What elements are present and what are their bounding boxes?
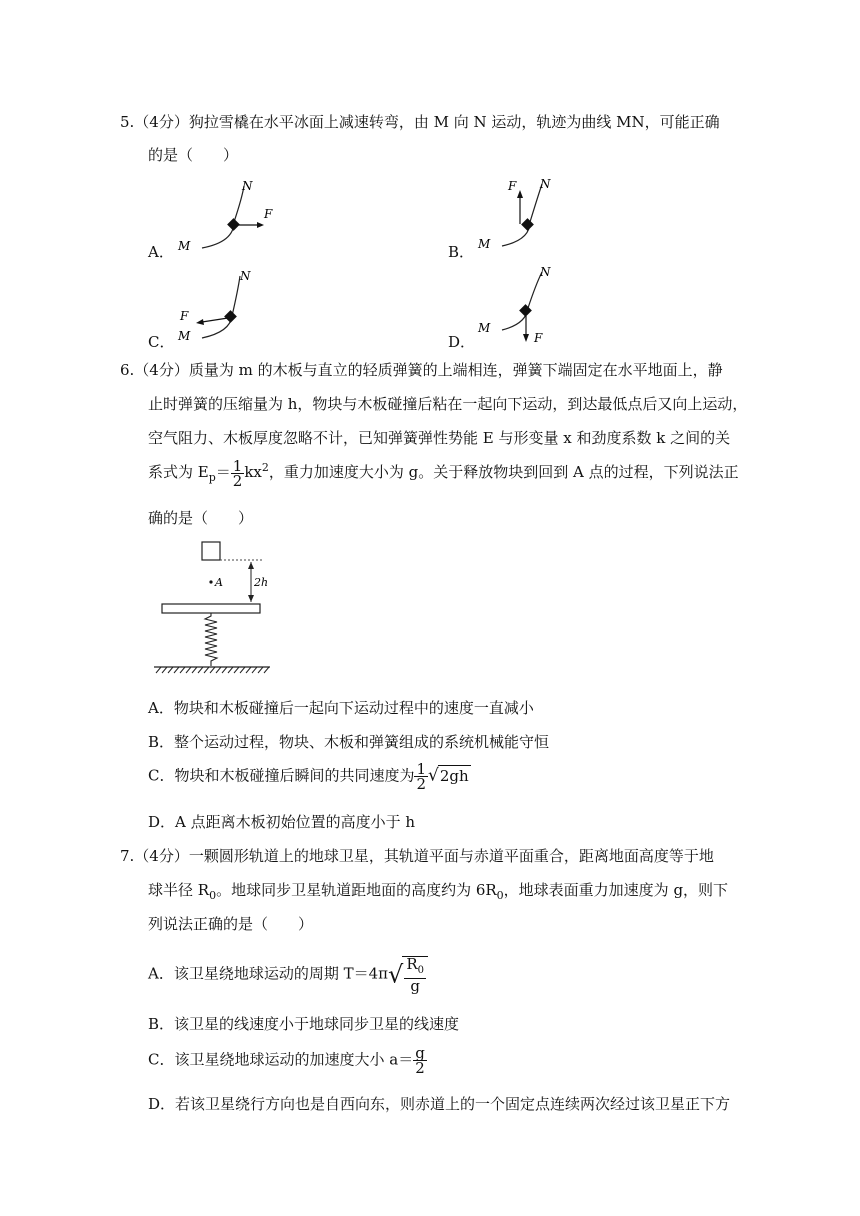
block [202,542,220,560]
q7-optc-num: g [415,1044,425,1062]
q6-stem4-post: ，重力加速度大小为 g。关于释放物块到回到 A 点的过程，下列说法正 [268,463,739,481]
dimension-label: 2h [254,576,269,589]
q6-stem-line4 [148,458,739,488]
sled-block [521,218,534,231]
point-a-dot [209,580,212,583]
q5-stem-line2: 的是（ ） [148,146,239,164]
q5-stem-line1: 5.（4分）狗拉雪橇在水平冰面上减速转弯，由 M 向 N 运动，轨迹为曲线 MN，可能正确 [120,113,720,131]
q7-stem-line1: 7.（4分）一颗圆形轨道上的地球卫星，其轨道平面与赤道平面重合，距离地面高度等于地 [120,847,714,865]
q7-stem2-post: ，地球表面重力加速度为 g，则下 [503,881,729,899]
q6-option-d: D．A 点距离木板初始位置的高度小于 h [148,813,416,831]
q5-option-c-figure [172,266,282,350]
sled-block [519,304,532,317]
q7-stem-line2 [148,880,728,906]
q7-stem2-mid: 。地球同步卫星轨道距地面的高度约为 6R [216,881,497,899]
q7-stem2-sub: 0 [209,889,217,902]
label-m: M [178,329,191,343]
q5-option-b-label: B． [448,243,475,261]
q7-option-c [148,1046,427,1075]
q6-stem4-kx: kx [244,463,262,481]
q7-opta-num: R [406,955,418,973]
sled-block [224,310,237,323]
q7-option-d: D．若该卫星绕行方向也是自西向东，则赤道上的一个固定点连续两次经过该卫星正下方 [148,1095,731,1113]
label-m: M [478,237,491,251]
q5-option-d-figure [472,262,582,348]
label-n: N [540,177,551,191]
q6-option-a: A．物块和木板碰撞后一起向下运动过程中的速度一直减小 [148,699,534,717]
q7-option-b: B．该卫星的线速度小于地球同步卫星的线速度 [148,1015,460,1033]
q7-option-a: A．该卫星绕地球运动的周期 T＝4π√ $\frac{R_0}{g}$ [148,956,428,993]
q7-stem-line3: 列说法正确的是（ ） [148,915,314,933]
q5-option-a-figure [172,178,282,258]
q6-stem-line1: 6.（4分）质量为 m 的木板与直立的轻质弹簧的上端相连，弹簧下端固定在水平地面上，静 [120,361,723,379]
q7-opta-den: g [410,977,420,995]
q5-option-b-figure [472,174,582,258]
trajectory-curve [202,276,240,338]
q6-optc-pre: C．物块和木板碰撞后瞬间的共同速度为 [148,766,415,785]
q6-option-b: B．整个运动过程，物块、木板和弹簧组成的系统机械能守恒 [148,733,550,751]
q6-stem-line5: 确的是（ ） [148,509,254,527]
q6-option-c: C．物块和木板碰撞后瞬间的共同速度为 $\frac{1}{2}$ √2gh [148,760,469,793]
q7-stem2-sub2: 0 [496,889,504,902]
q6-stem4-den: 2 [232,471,243,490]
q6-spring-figure [148,536,278,676]
q5-option-d-label: D． [448,333,476,351]
q5-option-c-label: C． [148,333,175,351]
label-m: M [478,321,491,335]
spring [205,613,217,666]
label-n: N [540,265,551,279]
q7-optc-den: 2 [415,1059,425,1077]
q6-optc-sqrt: 2gh [439,766,469,785]
q6-stem4-sup: 2 [261,461,269,474]
wooden-board [162,604,260,613]
q6-stem-line2: 止时弹簧的压缩量为 h，物块与木板碰撞后粘在一起向下运动，到达最低点后又向上运动， [148,395,748,413]
q6-optc-num: 1 [416,760,427,778]
trajectory-curve [502,184,542,246]
q7-stem2-pre: 球半径 R [148,881,210,899]
trajectory-curve [202,186,244,248]
label-f: F [508,179,517,193]
q6-stem4-num: 1 [232,456,243,475]
q7-opta-fraction [402,956,428,993]
q6-stem4-eq: ＝ [215,463,231,481]
q7-optc-pre: C．该卫星绕地球运动的加速度大小 a＝ [148,1050,414,1069]
sled-block [227,218,240,231]
point-a-label: A [215,576,223,589]
q7-opta-num-sub: 0 [417,965,424,976]
label-f: F [180,309,189,323]
q5-option-a-label: A． [148,243,174,261]
q7-opta-pre: A．该卫星绕地球运动的周期 T＝4π [148,964,389,983]
trajectory-curve [502,272,542,330]
force-arrow [202,318,228,322]
label-f: F [264,207,273,221]
label-n: N [242,179,253,193]
q6-stem4-sub: p [208,471,216,484]
label-f: F [534,331,543,345]
q6-stem-line3: 空气阻力、木板厚度忽略不计，已知弹簧弹性势能 E 与形变量 x 和劲度系数 k 之间的关 [148,429,731,447]
q6-optc-den: 2 [416,775,427,793]
label-m: M [178,239,191,253]
ground-hatching [156,667,269,673]
q7-optc-fraction [413,1046,427,1075]
label-n: N [240,269,251,283]
q6-stem4-pre: 系式为 E [148,463,209,481]
q6-stem4-fraction [231,456,245,490]
q6-optc-fraction [414,762,428,791]
